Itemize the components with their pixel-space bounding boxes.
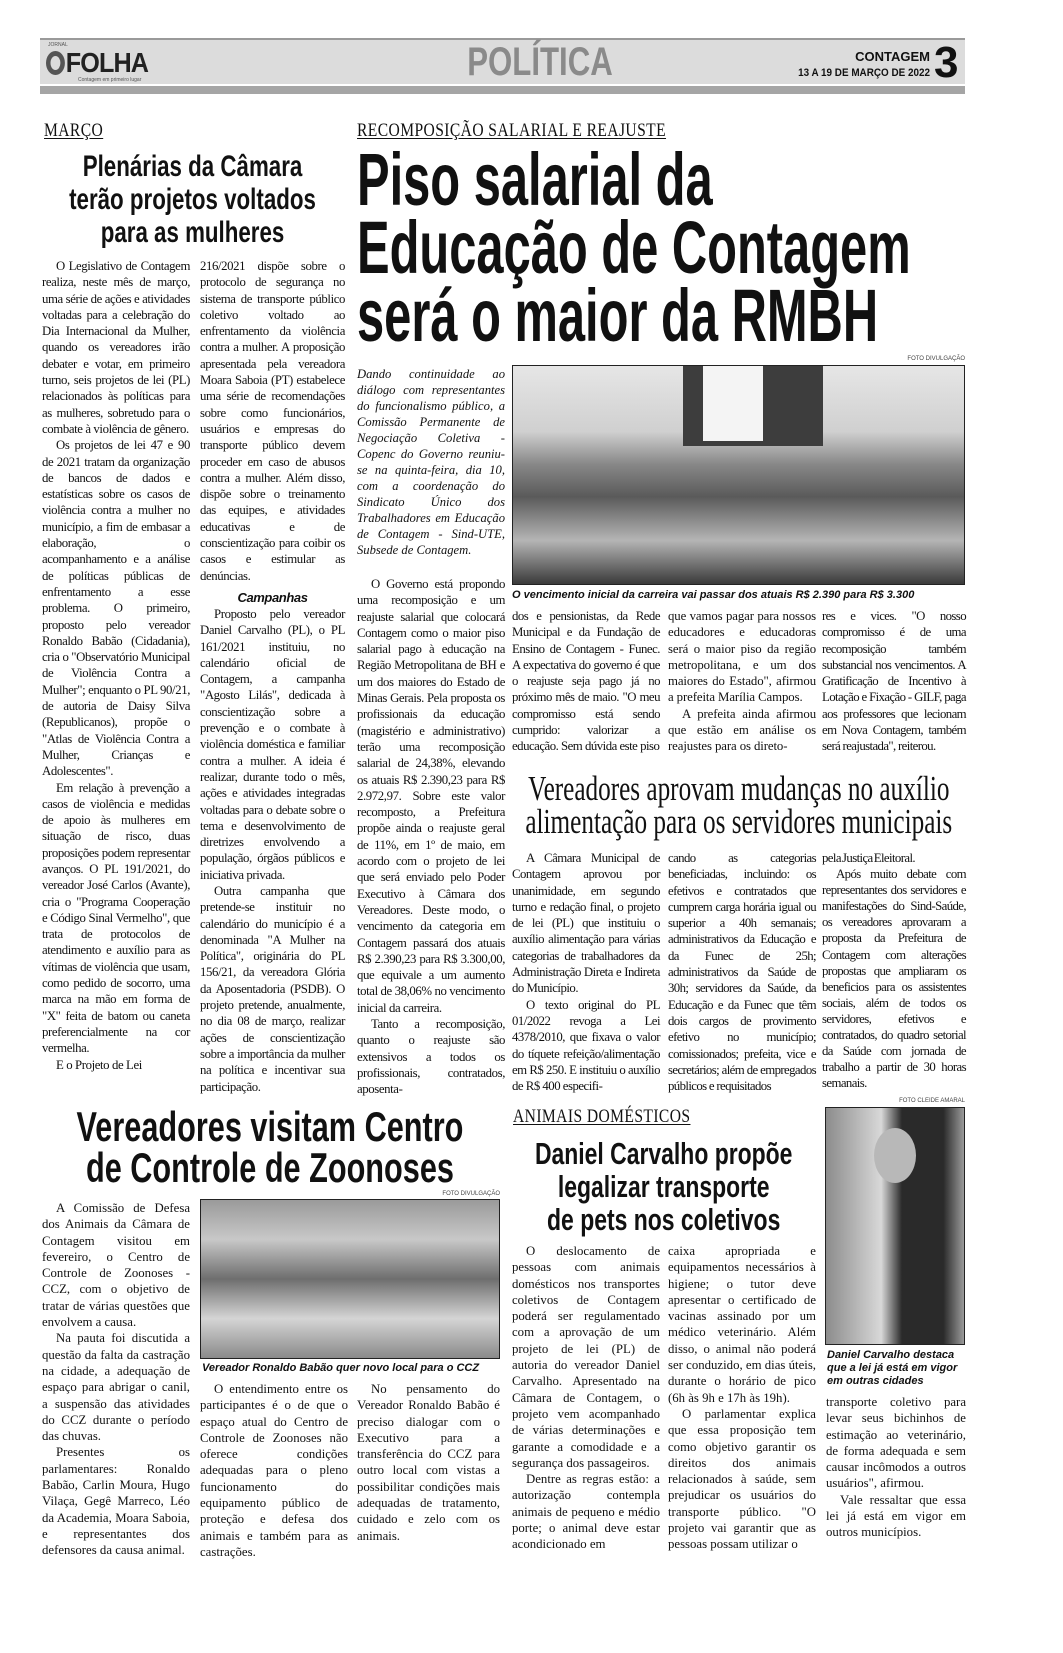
zoo-photo-credit: FOTO DIVULGAÇÃO <box>442 1191 500 1197</box>
paragraph: Tanto a recomposição, quanto o reajuste são extensivos a todos os profissionais, contratados, aposenta- <box>357 1017 505 1097</box>
paragraph: Proposto pelo vereador Daniel Carvalho (PL), o PL 161/2021 instituiu, no calendário oficial de Contagem, a campanha "Agosto Lilás", dedicada à conscientização sobre a prevenção e o combate à violência doméstica e familiar contra a mulher. A ideia é realizar, durante todo o mês, ações e atividades integradas voltadas para o debate sobre o tema e desenvolvimento de diretrizes envolvendo a população, órgãos públicos e iniciativa privada. <box>200 606 345 882</box>
headline-line: Vereadores aprovam mudanças no auxílio <box>528 769 950 808</box>
page-number: 3 <box>934 38 959 87</box>
zoo-col-3 <box>357 1381 500 1544</box>
paragraph: E o Projeto de Lei <box>56 1057 142 1072</box>
women-col-2b-text <box>200 606 345 1095</box>
paragraph: caixa apropriada e equipamentos necessários à higiene; o tutor deve apresentar o certificado de vacinas assinado por um médico veterinário. Além disso, o animal não poderá ser conduzido, em dias úteis, durante o horário de pico (6h às 9h e 17h às 19h). <box>668 1244 816 1405</box>
paragraph: O texto original do PL 01/2022 revoga a Lei 4378/2010, que fixava o valor do tíquete refeição/alimentação em R$ 250. E instituiu o auxílio de R$ 400 especifi- <box>512 997 660 1094</box>
women-col-1 <box>42 258 190 1073</box>
pets-kicker: ANIMAIS DOMÉSTICOS <box>513 1106 691 1127</box>
photo-face <box>874 1128 916 1183</box>
main-col-4 <box>822 608 966 755</box>
pets-photo-caption: Daniel Carvalho destaca que a lei já está em vigor em outras cidades <box>827 1349 958 1387</box>
paragraph: A Câmara Municipal de Contagem aprovou por unanimidade, em segundo turno e redação final, o projeto de lei (PL) que instituiu o auxílio alimentação para várias categorias de trabalhadores da Administração Direta e Indireta do Município. <box>512 851 660 996</box>
main-headline <box>357 138 967 357</box>
women-col-2 <box>200 258 345 1095</box>
classroom-photo <box>512 365 965 585</box>
main-kicker: RECOMPOSIÇÃO SALARIAL E REAJUSTE <box>357 120 667 141</box>
paragraph: O Governo está propondo uma recomposição e um reajuste salarial que colocará Contagem como o maior piso salarial pago à educação na Região Metropolitana de BH e um dos maiores do Estado de Minas Gerais. Pela proposta os profissionais da educação (magistério e administrativo) terão uma recomposição salarial de 24,38%, elevando os atuais R$ 2.390,23 para R$ 2.972,97. Sobre este valor recomposto, a Prefeitura propõe ainda o reajuste geral de 11%, em 1º de maio, em acordo com o projeto de lei que será enviado pelo Poder Executivo à Câmara dos Vereadores. Deste modo, o vencimento da categoria em Contagem passará dos atuais R$ 2.390,23 para R$ 3.300,00, que equivale a um aumento total de 38,06% no vencimento inicial da carreira. <box>357 577 505 1015</box>
headline-line: Piso salarial da <box>357 138 713 221</box>
women-headline <box>40 150 345 249</box>
pets-headline <box>512 1137 815 1236</box>
main-photo-caption: O vencimento inicial da carreira vai passar dos atuais R$ 2.390 para R$ 3.300 <box>512 589 915 601</box>
main-col-2 <box>512 608 660 755</box>
issue-date: 13 A 19 DE MARÇO DE 2022 <box>798 67 930 79</box>
women-col-2-text <box>200 258 345 584</box>
paragraph: cando as categorias beneficiadas, incluindo: os efetivos e contratados que cumprem carga horária igual ou superior a 40h semanais; administrativos da Educação e da Funec de 25h; administrativos da Saúde de 30h; servidores da Saúde, da Educação e da Funec que têm dois cargos de provimento efetivo no município; comissionados; prefeita, vice e secretários; além de empregados públicos e requisitados <box>668 851 816 1094</box>
paragraph: 216/2021 dispõe sobre o protocolo de segurança no sistema de transporte público coletivo voltado ao enfrentamento da violência contra a mulher. A proposição apresentada pela vereadora Moara Saboia (PT) estabelece uma série de recomendações sobre como funcionários, usuários e empresas do transporte público devem proceder em caso de abusos contra a mulher. Além disso, dispõe sobre o treinamento das equipes, e atividades educativas e de conscientização para coibir os casos e estimular as denúncias. <box>200 259 345 583</box>
logo-small-text: JORNAL <box>48 42 68 48</box>
paragraph: res e vices. "O nosso compromisso é de uma recomposição também substancial nos vencimentos. A Gratificação de Incentivo à Lotação e Fixação - GILF, paga aos professores que lecionam em Nova Contagem, também será reajustada", reiterou. <box>822 609 966 754</box>
paragraph: Outra campanha que pretende-se instituir no calendário do município é a denominada "A Mulher na Política", originária do PL 156/21, da vereadora Glória da Aposentadoria (PSDB). O projeto pretende, anualmente, no dia 08 de março, realizar ações de conscientização sobre a importância da mulher na política e incentivar sua participação. <box>200 883 345 1094</box>
zoonoses-visit-photo <box>200 1199 500 1359</box>
food-col-3 <box>822 850 966 1091</box>
food-headline <box>512 769 965 841</box>
photo-window-light <box>703 366 763 441</box>
paragraph: Os projetos de lei 47 e 90 de 2021 tratam da organização de bancos de dados e estatísticas sobre os casos de violência contra a mulher no município, a fim de embasar a elaboração, o acompanhamento e a análise de políticas públicas de enfrentamento a esse problema. O primeiro, proposto pelo vereador Ronaldo Babão (Cidadania), cria o "Observatório Municipal de Violência Contra a Mulher"; enquanto o PL 90/21, de autoria de Daisy Silva (Republicanos), propõe o "Atlas de Violência Contra a Mulher, Crianças e Adolescentes". <box>42 438 190 779</box>
paragraph: No pensamento do Vereador Ronaldo Babão é preciso dialogar com o Executivo para a transferência do CCZ para outro local com vistas a possibilitar condições mais adequadas de tratamento, cuidado e zelo com os animais. <box>357 1382 500 1543</box>
paragraph: que vamos pagar para nossos educadores e educadoras será o maior piso da região metropolitana, e um dos maiores do Estado", afirmou a prefeita Marília Campos. <box>668 609 816 705</box>
logo-text: FOLHA <box>65 47 149 78</box>
zoo-col-1 <box>42 1200 190 1559</box>
pets-photo-credit: FOTO CLEIDE AMARAL <box>899 1098 965 1104</box>
paragraph: dos e pensionistas, da Rede Municipal e da Fundação de Ensino de Contagem - Funec. A expectativa do governo é que o reajuste seja pago já no próximo mês de maio. "O meu compromisso está sendo cumprido: valorizar a educação. Sem dúvida este piso <box>512 609 660 754</box>
food-col-1 <box>512 850 660 1094</box>
logo[interactable] <box>46 47 149 78</box>
subhead-campanhas: Campanhas <box>237 589 308 605</box>
paragraph: O parlamentar explica que essa proposição tem como objetivo garantir os direitos dos animais relacionados à saúde, sem prejudicar os usuários do transporte público. "O projeto vai garantir que as pessoas possam utilizar o <box>668 1406 816 1552</box>
main-intro: Dando continuidade ao diálogo com representantes do funcionalismo público, a Comissão Permanente de Negociação Coletiva - Copenc do Governo reuniu-se na quinta-feira, dia 10, com a coordenação do Sindicato Único dos Trabalhadores em Educação de Contagem - Sind-UTE, Subsede de Contagem. <box>357 367 505 557</box>
headline-line: legalizar transporte <box>557 1169 770 1204</box>
zoo-photo-caption: Vereador Ronaldo Babão quer novo local para o CCZ <box>202 1362 480 1374</box>
section-title: POLÍTICA <box>467 40 613 84</box>
headline-line: de pets nos coletivos <box>547 1202 781 1237</box>
main-col-3 <box>668 608 816 755</box>
city-label: CONTAGEM <box>855 49 930 64</box>
logo-tagline: Contagem em primeiro lugar <box>78 77 142 83</box>
header-strip <box>40 84 965 94</box>
paragraph: Em relação à prevenção a casos de violência e medidas de apoio às mulheres em situação de risco, duas proposições podem representar avanços. O PL 191/2021, do vereador José Carlos (Avante), cria o "Programa Cooperação e Código Sinal Vermelho", que trata de protocolos de atendimento e auxílio para as vítimas de violência que usam, como pedido de socorro, uma marca na mão em forma de "X" feita de batom ou caneta preferencialmente na cor vermelha. <box>42 780 190 1056</box>
pets-col-1 <box>512 1243 660 1553</box>
pets-col-2 <box>668 1243 816 1553</box>
main-photo-credit: FOTO DIVULGAÇÃO <box>907 356 965 362</box>
paragraph: transporte coletivo para levar seus bichinhos de estimação ao veterinário, de forma adequada e sem causar incômodos a outros usuários", afirmou. <box>826 1395 966 1491</box>
women-kicker: MARÇO <box>44 120 104 141</box>
paragraph: Presentes os parlamentares: Ronaldo Babão, Carlin Moura, Hugo Vilaça, Gegê Marreco, Léo da Academia, Moara Saboia, e representantes dos defensores da causa animal. <box>42 1445 190 1558</box>
logo-circle-icon <box>46 51 65 75</box>
paragraph: O Legislativo de Contagem realiza, neste mês de março, uma série de ações e atividades voltadas para a celebração do Dia Internacional da Mulher, quando os vereadores irão debater e votar, em primeiro turno, seis projetos de lei (PL) relacionados às políticas para as mulheres, sobretudo para o combate à violência de gênero. <box>42 259 190 436</box>
pets-col-3 <box>826 1394 966 1541</box>
paragraph: pela Justiça Eleitoral. <box>822 851 915 865</box>
headline-line: Plenárias da Câmara <box>82 150 303 183</box>
headline-line: Educação de Contagem <box>357 206 911 289</box>
headline-line: Vereadores visitam Centro <box>76 1103 464 1150</box>
zoo-headline <box>40 1103 500 1191</box>
food-col-2 <box>668 850 816 1094</box>
zoo-col-2 <box>200 1381 348 1560</box>
paragraph: A prefeita ainda afirmou que estão em análise os reajustes para os direto- <box>668 706 816 754</box>
main-col-1 <box>357 576 505 1098</box>
paragraph: O entendimento entre os participantes é o de que o espaço atual do Centro de Controle de Zoonoses não oferece condições adequadas para o pleno funcionamento do equipamento público de proteção e defesa dos animais e também para as castrações. <box>200 1382 348 1559</box>
paragraph: O deslocamento de pessoas com animais domésticos nos transportes coletivos de Contagem poderá ser regulamentado com a aprovação de um projeto de lei (PL) de autoria do vereador Daniel Carvalho. Apresentado na Câmara de Contagem, o projeto vem acompanhado de várias determinações e garante a comodidade e a segurança dos passageiros. <box>512 1244 660 1470</box>
paragraph: Vale ressaltar que essa lei já está em vigor em outros municípios. <box>826 1492 966 1540</box>
headline-line: para as mulheres <box>100 216 285 249</box>
headline-line: terão projetos voltados <box>69 183 316 216</box>
paragraph: Dentre as regras estão: a autorização contempla animais de pequeno e médio porte; o animal deve estar acondicionado em <box>512 1472 660 1552</box>
headline-line: será o maior da RMBH <box>357 274 879 357</box>
paragraph: A Comissão de Defesa dos Animais da Câmara de Contagem visitou em fevereiro, o Centro de Controle de Zoonoses - CCZ, com o objetivo de tratar de várias questões que envolvem a causa. <box>42 1201 190 1330</box>
paragraph: Na pauta foi discutida a questão da falta da castração na cidade, a adequação de espaço para abrigar o canil, a suspensão das atividades do CCZ durante o período das chuvas. <box>42 1331 190 1444</box>
paragraph: Após muito debate com representantes dos servidores e manifestações do Sind-Saúde, os vereadores aprovaram a proposta da Prefeitura de Contagem com alterações propostas que ampliaram os beneficios para os assistentes sociais, além de todos os servidores, efetivos e contratados, do quadro setorial da Saúde com jornada de trabalho a partir de 30 horas semanais. <box>822 867 966 1091</box>
headline-line: de Controle de Zoonoses <box>85 1144 454 1191</box>
headline-line: alimentação para os servidores municipais <box>525 802 953 841</box>
headline-line: Daniel Carvalho propõe <box>534 1136 793 1171</box>
daniel-carvalho-photo <box>825 1107 965 1345</box>
